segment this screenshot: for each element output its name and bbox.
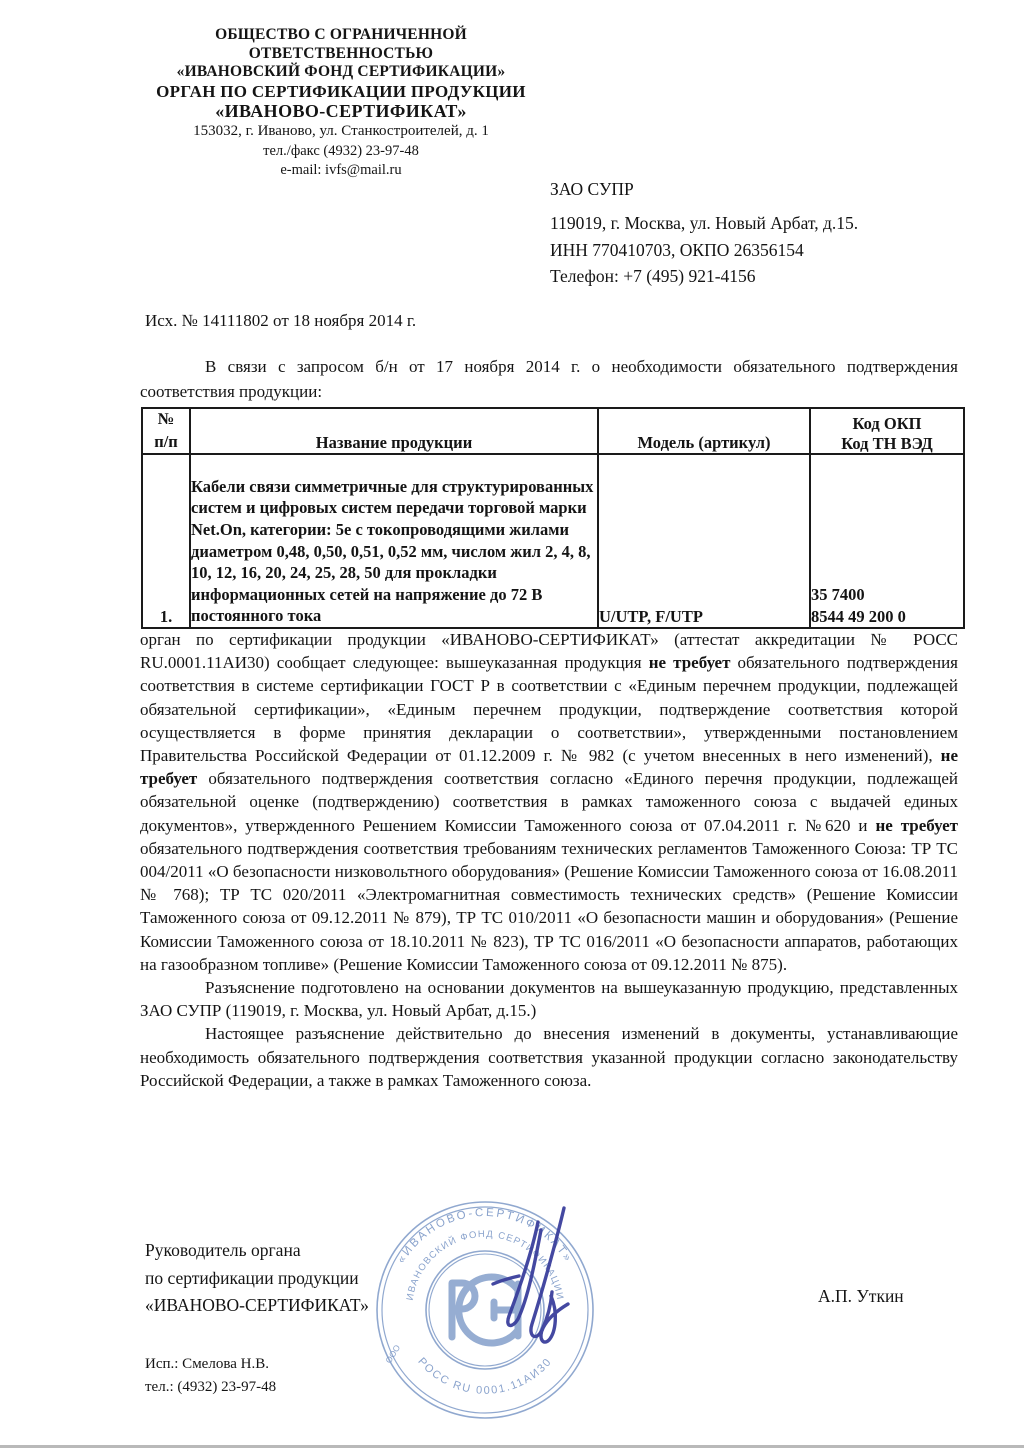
row-product-name: Кабели связи симметричные для структурированных систем и цифровых систем передачи торговой марки Net.On, категории: 5е с токопроводящими жилами диаметром 0,48, 0,50, 0,51, 0,52 мм, числом жил 2, 4, 8, 10, 12, 16, 20, 24, 25, 28, 50 для прокладки информационных сетей на напряжение до 72 В постоянного тока <box>190 454 598 628</box>
body-paragraph-2: Разъяснение подготовлено на основании документов на вышеуказанную продукцию, представленных ЗАО СУПР (119019, г. Москва, ул. Новый Арбат, д.15.) <box>140 978 958 1021</box>
org-name-line: ОТВЕТСТВЕННОСТЬЮ <box>248 44 434 62</box>
header-num-bottom: п/п <box>154 432 178 451</box>
stamp-ring-text-bottom-path: РОСС RU 0001.11АИ30 <box>415 1355 555 1397</box>
rst-logo-icon <box>452 1277 518 1343</box>
body-paragraph-3: Настоящее разъяснение действительно до внесения изменений в документы, устанавливающие необходимость обязательного подтверждения соответствия указанной продукции согласно законодательству Российской Федерации, а также в рамках Таможенного союза. <box>140 1024 958 1090</box>
row-code-okp: 35 7400 <box>811 585 865 604</box>
recipient-name: ЗАО СУПР <box>550 179 634 199</box>
signatory-role-line: «ИВАНОВО-СЕРТИФИКАТ» <box>145 1295 369 1315</box>
product-table <box>141 407 965 629</box>
body-paragraph-1 <box>140 628 958 976</box>
body-text <box>140 628 958 1092</box>
org-phone: тел./факс (4932) 23-97-48 <box>263 142 419 159</box>
row-num: 1. <box>142 454 190 628</box>
table-header-row <box>142 408 964 454</box>
org-name-line: «ИВАНОВО-СЕРТИФИКАТ» <box>215 101 467 121</box>
row-codes <box>810 454 964 628</box>
certification-stamp <box>352 1192 632 1442</box>
org-email: e-mail: ivfs@mail.ru <box>280 161 402 178</box>
header-code-okp: Код ОКП <box>852 414 922 433</box>
executor-block <box>145 1353 276 1399</box>
stamp-and-signature <box>352 1192 632 1442</box>
executor-name: Исп.: Смелова Н.В. <box>145 1356 269 1372</box>
org-address: 153032, г. Иваново, ул. Станкостроителей, д. 1 <box>193 123 489 139</box>
body-segment-bold: не требует <box>648 653 731 673</box>
org-name-line: ОРГАН ПО СЕРТИФИКАЦИИ ПРОДУКЦИИ <box>156 81 526 101</box>
header-cell-num <box>142 408 190 454</box>
signatory-role-line: по сертификации продукции <box>145 1267 359 1288</box>
recipient-ids: ИНН 770410703, ОКПО 26356154 <box>550 239 804 260</box>
recipient-block <box>550 179 980 290</box>
org-name-line: ОБЩЕСТВО С ОГРАНИЧЕННОЙ <box>215 26 467 43</box>
stamp-ring-text-outer-path: «ИВАНОВО-СЕРТИФИКАТ» <box>395 1206 575 1266</box>
header-cell-name: Название продукции <box>190 408 598 454</box>
table-row <box>142 454 964 628</box>
body-segment: обязательного подтверждения соответствия в системе сертификации ГОСТ Р в соответствии с «Единым перечнем продукции, подлежащей обязательной сертификации», «Единым перечнем продукции, подтверждение соответствия которой осуществляется в форме принятия декларации о соответствии», утвержденными постановлением Правительства Российской Федерации от 01.12.2009 г. № 982 (с учетом внесенных в него изменений), <box>140 653 959 766</box>
row-code-tnved: 8544 49 200 0 <box>811 606 906 626</box>
header-cell-code <box>810 408 964 454</box>
stamp-ring-text-left: ООО <box>383 1342 403 1366</box>
signatory-name: А.П. Уткин <box>818 1286 904 1306</box>
body-segment: обязательного подтверждения соответствия согласно «Единого перечня продукции, подлежащей обязательной оценке (подтверждению) соответствия в рамках таможенного союза с выдачей единых документов», утвержденного Решением Комиссии Таможенного союза от 07.04.2011 г. №620 и <box>140 769 958 835</box>
header-code-tnved: Код ТН ВЭД <box>841 433 933 453</box>
stamp-ring-text-inner-path: ИВАНОВСКИЙ ФОНД СЕРТИФИКАЦИИ <box>404 1228 566 1302</box>
row-model: U/UTP, F/UTP <box>598 454 810 628</box>
body-segment: обязательного подтверждения соответствия требованиям технических регламентов Таможенного Союза: ТР ТС 004/2011 «О безопасности низковольтного оборудования» (Решение Комиссии Таможенного союза от 16.08.2011 № 768); ТР ТС 020/2011 «Электромагнитная совместимость технических средств» (Решение Комиссии Таможенного союза от 09.12.2011 № 879), ТР ТС 010/2011 «О безопасности машин и оборудования» (Решение Комиссии Таможенного союза от 18.10.2011 № 823), ТР ТС 016/2011 «О безопасности аппаратов, работающих на газообразном топливе» (Решение Комиссии Таможенного союза от 09.12.2011 № 875). <box>140 838 958 974</box>
org-name-line: «ИВАНОВСКИЙ ФОНД СЕРТИФИКАЦИИ» <box>176 63 506 80</box>
header-num-top: № <box>157 409 175 428</box>
signatory-role-line: Руководитель органа <box>145 1240 301 1260</box>
body-segment-bold: не требует <box>140 746 958 789</box>
recipient-phone: Телефон: +7 (495) 921-4156 <box>550 266 756 286</box>
intro-paragraph: В связи с запросом б/н от 17 ноября 2014 г. о необходимости обязательного подтверждения соответствия продукции: <box>140 357 958 401</box>
signatory-role <box>145 1237 369 1320</box>
body-segment-bold: не требует <box>875 815 958 835</box>
letterhead <box>148 26 534 180</box>
header-cell-model: Модель (артикул) <box>598 408 810 454</box>
stamp-ring-text-bottom <box>415 1355 554 1396</box>
outgoing-reference: Исх. № 14111802 от 18 ноября 2014 г. <box>145 311 417 330</box>
body-segment: орган по сертификации продукции «ИВАНОВО-СЕРТИФИКАТ» (аттестат аккредитации № РОСС RU.0001.11АИ30) сообщает следующее: вышеуказанная продукция <box>140 630 958 673</box>
executor-phone: тел.: (4932) 23-97-48 <box>145 1379 277 1395</box>
recipient-address: 119019, г. Москва, ул. Новый Арбат, д.15. <box>550 213 859 233</box>
